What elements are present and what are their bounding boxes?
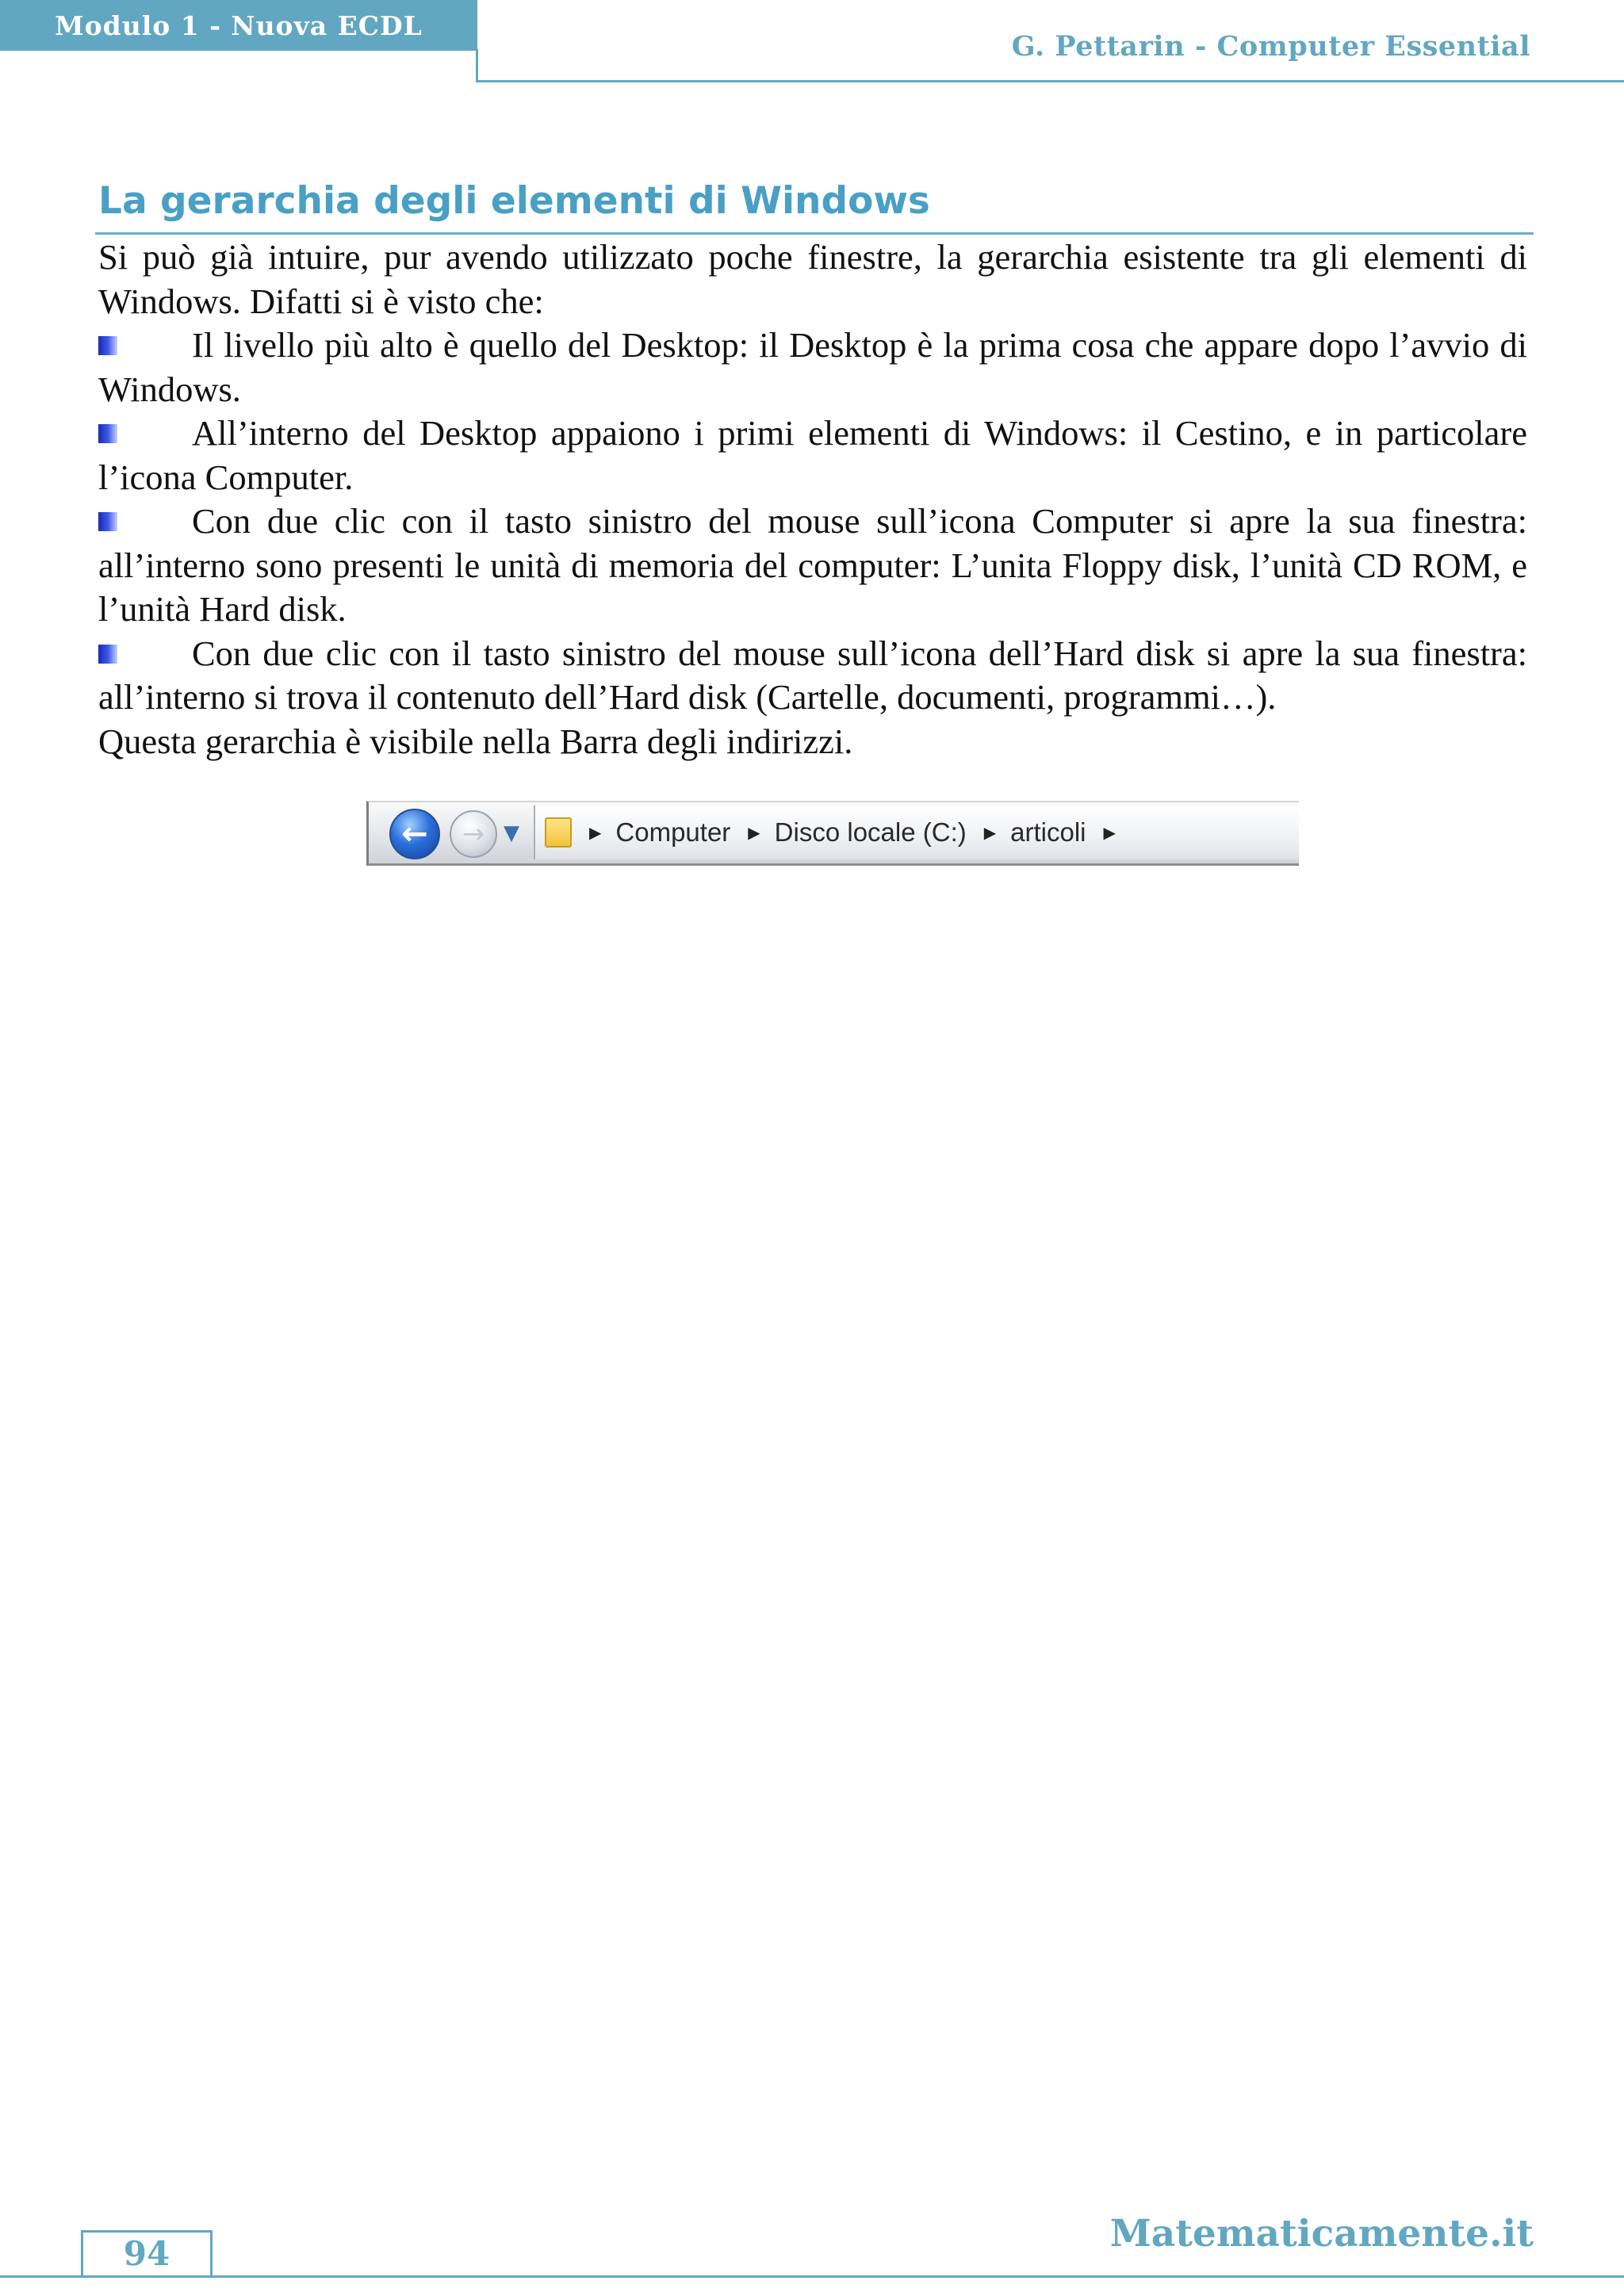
folder-icon	[545, 817, 572, 848]
breadcrumb-computer: Computer	[615, 817, 731, 847]
bullet-text: Il livello più alto è quello del Desktop: il Desktop è la prima cosa che appare dopo l’avvio di Windows.	[98, 325, 1527, 409]
bullet-item	[98, 632, 1527, 720]
breadcrumb-arrow-icon: ▶	[1103, 823, 1116, 842]
body-text	[98, 235, 1527, 763]
breadcrumb-arrow-icon: ▶	[748, 823, 760, 842]
address-bar-screenshot	[366, 801, 1299, 866]
section-title-underline	[95, 232, 1534, 235]
back-arrow-icon: ←	[389, 809, 440, 859]
header-book-title: G. Pettarin - Computer Essential	[1011, 30, 1530, 63]
forward-arrow-icon: →	[450, 810, 497, 858]
breadcrumb-arrow-icon: ▶	[589, 823, 602, 842]
header-module-label: Modulo 1 - Nuova ECDL	[55, 10, 423, 41]
bullet-text: Con due clic con il tasto sinistro del mouse sull’icona dell’Hard disk si apre la sua finestra: all’interno si trova il contenuto dell’Hard disk (Cartelle, documenti, programmi…).	[98, 633, 1527, 717]
bullet-text: All’interno del Desktop appaiono i primi elementi di Windows: il Cestino, e in particolare l’icona Computer.	[98, 413, 1527, 497]
history-dropdown-icon: ▼	[504, 821, 519, 845]
section-title: La gerarchia degli elementi di Windows	[98, 179, 930, 223]
bullet-item	[98, 499, 1527, 632]
bullet-square-icon	[98, 645, 117, 664]
address-field	[534, 806, 1299, 859]
intro-paragraph: Si può già intuire, pur avendo utilizzato poche finestre, la gerarchia esistente tra gli elementi di Windows. Difatti si è visto che:	[98, 237, 1527, 321]
breadcrumb-local-disk: Disco locale (C:)	[774, 817, 967, 847]
header-module-tab	[0, 0, 477, 51]
bullet-square-icon	[98, 424, 117, 443]
header-divider	[476, 80, 1624, 82]
page-number: 94	[123, 2234, 170, 2273]
bullet-item	[98, 323, 1527, 411]
footer-site-name: Matematicamente.it	[1109, 2212, 1534, 2256]
header-divider-vertical	[476, 49, 478, 82]
breadcrumb-articoli: articoli	[1010, 817, 1086, 847]
bullet-square-icon	[98, 336, 117, 355]
bullet-square-icon	[98, 512, 117, 531]
footer-divider	[0, 2275, 1624, 2278]
closing-paragraph: Questa gerarchia è visibile nella Barra degli indirizzi.	[98, 721, 853, 761]
breadcrumb-arrow-icon: ▶	[983, 823, 997, 842]
bullet-text: Con due clic con il tasto sinistro del mouse sull’icona Computer si apre la sua finestra: all’interno sono presenti le unità di memoria del computer: L’unita Floppy disk, l’unità CD ROM, e l’unità Hard disk.	[98, 501, 1527, 629]
bullet-item	[98, 411, 1527, 499]
